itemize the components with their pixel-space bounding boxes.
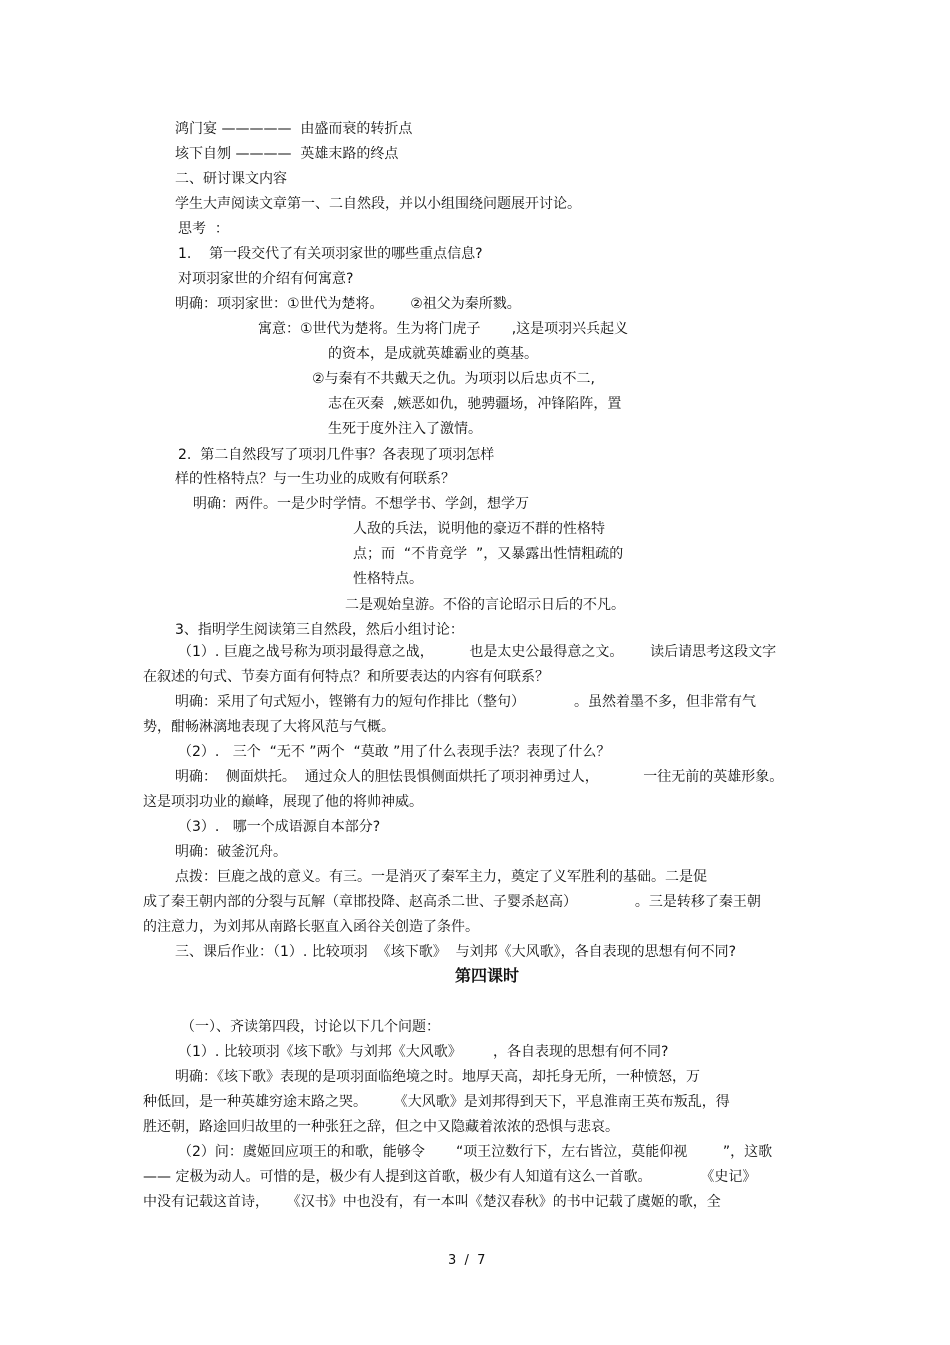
text-line: 思考 ： [178, 221, 229, 237]
text-line: （3）. 哪一个成语源自本部分? [178, 819, 381, 835]
text-line: 明确：两件。一是少时学情。不想学书、学剑，想学万 [193, 496, 529, 512]
text-line: 胜还朝，路途回归故里的一种张狂之辞，但之中又隐藏着浓浓的恐惧与悲哀。 [143, 1119, 619, 1135]
text-line: 寓意：①世代为楚将。生为将门虎子 ,这是项羽兴兵起义 [258, 321, 629, 337]
text-line: 二是观始皇游。不俗的言论昭示日后的不凡。 [345, 597, 625, 613]
text-line: 志在灭秦 ,嫉恶如仇，驰骋疆场，冲锋陷阵，置 [328, 396, 622, 412]
text-line: （2）. 三个 “无不 ”两个 “莫敢 ”用了什么表现手法？表现了什么？ [178, 744, 611, 760]
text-line: 样的性格特点？与一生功业的成败有何联系？ [175, 471, 455, 487]
text-line: ②与秦有不共戴天之仇。为项羽以后忠贞不二, [312, 371, 595, 387]
text-line: 2. 第二自然段写了项羽几件事？各表现了项羽怎样 [178, 447, 495, 463]
text-line: 明确： 侧面烘托。 通过众人的胆怯畏惧侧面烘托了项羽神勇过人， 一往无前的英雄形象。 [175, 769, 784, 785]
text-line: 点；而 “不肯竟学 ”，又暴露出性情粗疏的 [353, 546, 624, 562]
lesson-title: 第四课时 [455, 966, 520, 985]
text-line: 中没有记载这首诗， 《汉书》中也没有，有一本叫《楚汉春秋》的书中记载了虞姬的歌，全 [143, 1194, 721, 1210]
text-line: 明确：《垓下歌》表现的是项羽面临绝境之时。地厚天高，却托身无所，一种愤怒，万 [175, 1069, 700, 1085]
text-line: —— 定极为动人。可惜的是，极少有人提到这首歌，极少有人知道有这么一首歌。 《史记》 [143, 1169, 757, 1185]
page-number: 3 / 7 [448, 1253, 486, 1268]
text-line: 成了秦王朝内部的分裂与瓦解（章邯投降、赵高杀二世、子婴杀赵高） 。三是转移了秦王朝 [143, 894, 761, 910]
text-line: 学生大声阅读文章第一、二自然段，并以小组围绕问题展开讨论。 [175, 196, 581, 212]
text-line: （2）问：虞姬回应项王的和歌，能够令 “项王泣数行下，左右皆泣，莫能仰视 ”，这歌 [178, 1144, 773, 1160]
text-line: 的注意力，为刘邦从南路长驱直入函谷关创造了条件。 [143, 919, 479, 935]
text-line: 在叙述的句式、节奏方面有何特点？和所要表达的内容有何联系？ [143, 669, 549, 685]
text-line: 人敌的兵法，说明他的豪迈不群的性格特 [353, 521, 605, 537]
text-line: 明确：破釜沉舟。 [175, 844, 287, 860]
text-line: 这是项羽功业的巅峰，展现了他的将帅神威。 [143, 794, 423, 810]
text-line: 生死于度外注入了激情。 [328, 421, 482, 437]
text-line: 对项羽家世的介绍有何寓意? [178, 271, 354, 287]
text-line: 性格特点。 [353, 571, 423, 587]
text-line: 种低回，是一种英雄穷途末路之哭。 《大风歌》是刘邦得到天下，平息淮南王英布叛乱，得 [143, 1094, 730, 1110]
text-line: （一）、齐读第四段，讨论以下几个问题： [181, 1019, 440, 1035]
text-line: 垓下自刎 ———— 英雄末路的终点 [175, 146, 399, 162]
section-heading: 二、研讨课文内容 [175, 171, 287, 187]
text-line: 三、课后作业：（1）. 比较项羽 《垓下歌》 与刘邦《大风歌》，各自表现的思想有何不同? [175, 944, 737, 960]
text-line: 的资本，是成就英雄霸业的奠基。 [328, 346, 538, 362]
text-line: 1. 第一段交代了有关项羽家世的哪些重点信息? [178, 246, 483, 262]
text-line: （1）. 比较项羽《垓下歌》与刘邦《大风歌》 ，各自表现的思想有何不同? [178, 1044, 669, 1060]
text-line: 明确：项羽家世：①世代为楚将。 ②祖父为秦所戮。 [175, 296, 521, 312]
text-line: 3、指明学生阅读第三自然段，然后小组讨论： [175, 622, 464, 638]
text-line: 明确：采用了句式短小，铿锵有力的短句作排比（整句） 。虽然着墨不多，但非常有气 [175, 694, 756, 710]
text-line: 势，酣畅淋漓地表现了大将风范与气概。 [143, 719, 395, 735]
text-line: 鸿门宴 ————— 由盛而衰的转折点 [175, 121, 413, 137]
text-line: 点拨：巨鹿之战的意义。有三。一是消灭了秦军主力，奠定了义军胜利的基础。二是促 [175, 869, 707, 885]
text-line: （1）. 巨鹿之战号称为项羽最得意之战， 也是太史公最得意之文。 读后请思考这段文字 [178, 644, 777, 660]
